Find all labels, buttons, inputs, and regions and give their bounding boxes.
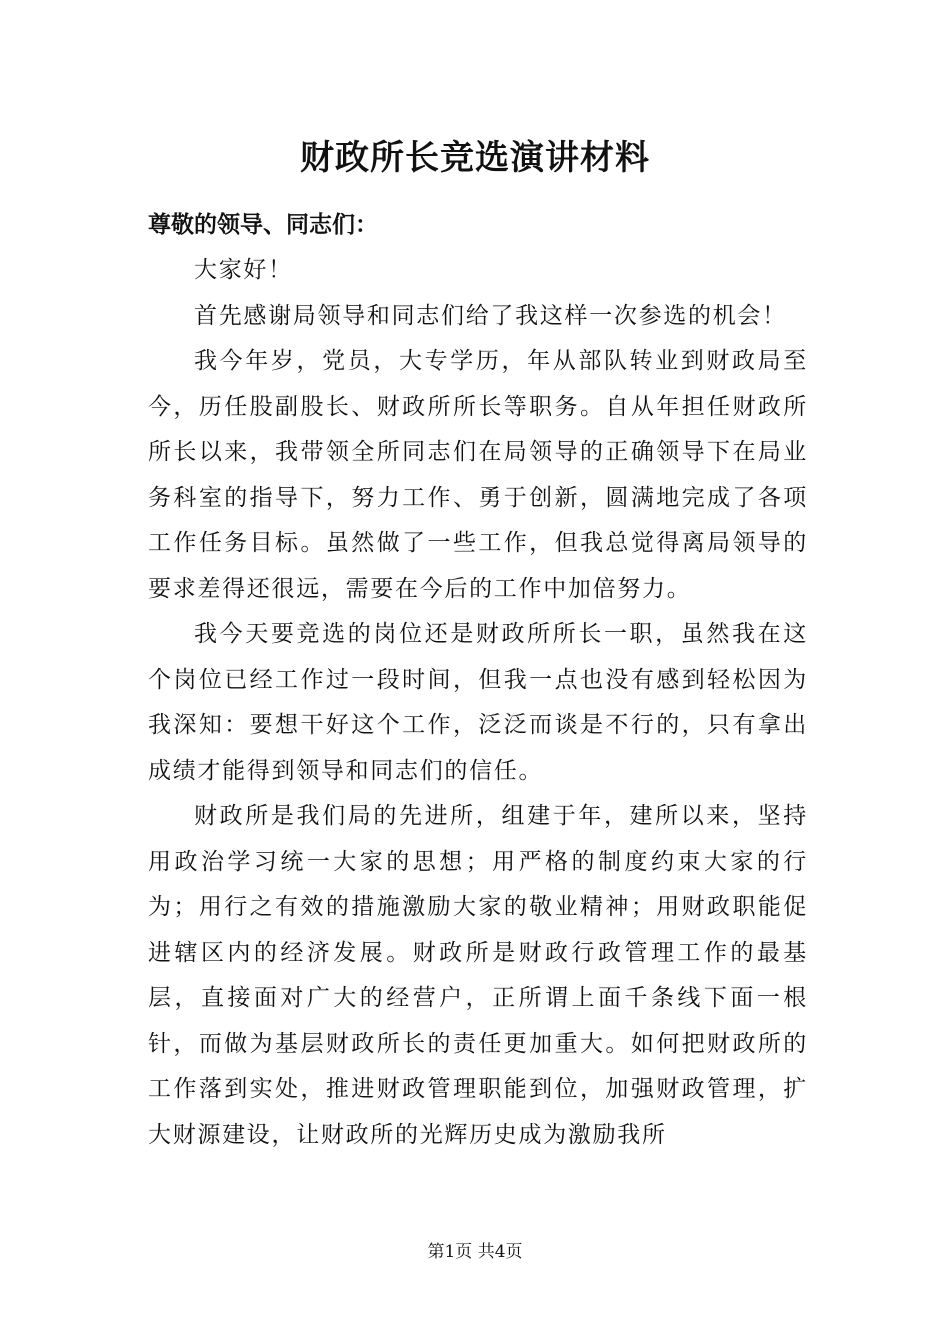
paragraph: 大家好！: [194, 257, 293, 283]
paragraph: 首先感谢局领导和同志们给了我这样一次参选的机会！: [194, 302, 787, 329]
paragraph: 我今年岁，党员，大专学历，年从部队转业到财政局至今，历任股副股长、财政所所长等职务。自从年担任财政所所长以来，我带领全所同志们在局领导的正确领导下在局业务科室的指导下，努力工作、勇于创新，圆满地完成了各项工作任务目标。虽然做了一些工作，但我总觉得离局领导的要求差得还很远，需要在今后的工作中加倍努力。: [148, 348, 808, 602]
salutation: 尊敬的领导、同志们：: [148, 211, 378, 238]
paragraph: 财政所是我们局的先进所，组建于年，建所以来，坚持用政治学习统一大家的思想；用严格的制度约束大家的行为；用行之有效的措施激励大家的敬业精神；用财政职能促进辖区内的经济发展。财政所是财政行政管理工作的最基层，直接面对广大的经营户，正所谓上面千条线下面一根针，而做为基层财政所长的责任更加重大。如何把财政所的工作落到实处，推进财政管理职能到位，加强财政管理，扩大财源建设，让财政所的光辉历史成为激励我所: [148, 803, 808, 1148]
page-footer: 第1页 共4页: [427, 1242, 523, 1262]
paragraph: 我今天要竞选的岗位还是财政所所长一职，虽然我在这个岗位已经工作过一段时间，但我一点也没有感到轻松因为我深知：要想干好这个工作，泛泛而谈是不行的，只有拿出成绩才能得到领导和同志们的信任。: [148, 621, 808, 784]
document-title: 财政所长竞选演讲材料: [300, 138, 650, 178]
document-body: [148, 248, 808, 1158]
